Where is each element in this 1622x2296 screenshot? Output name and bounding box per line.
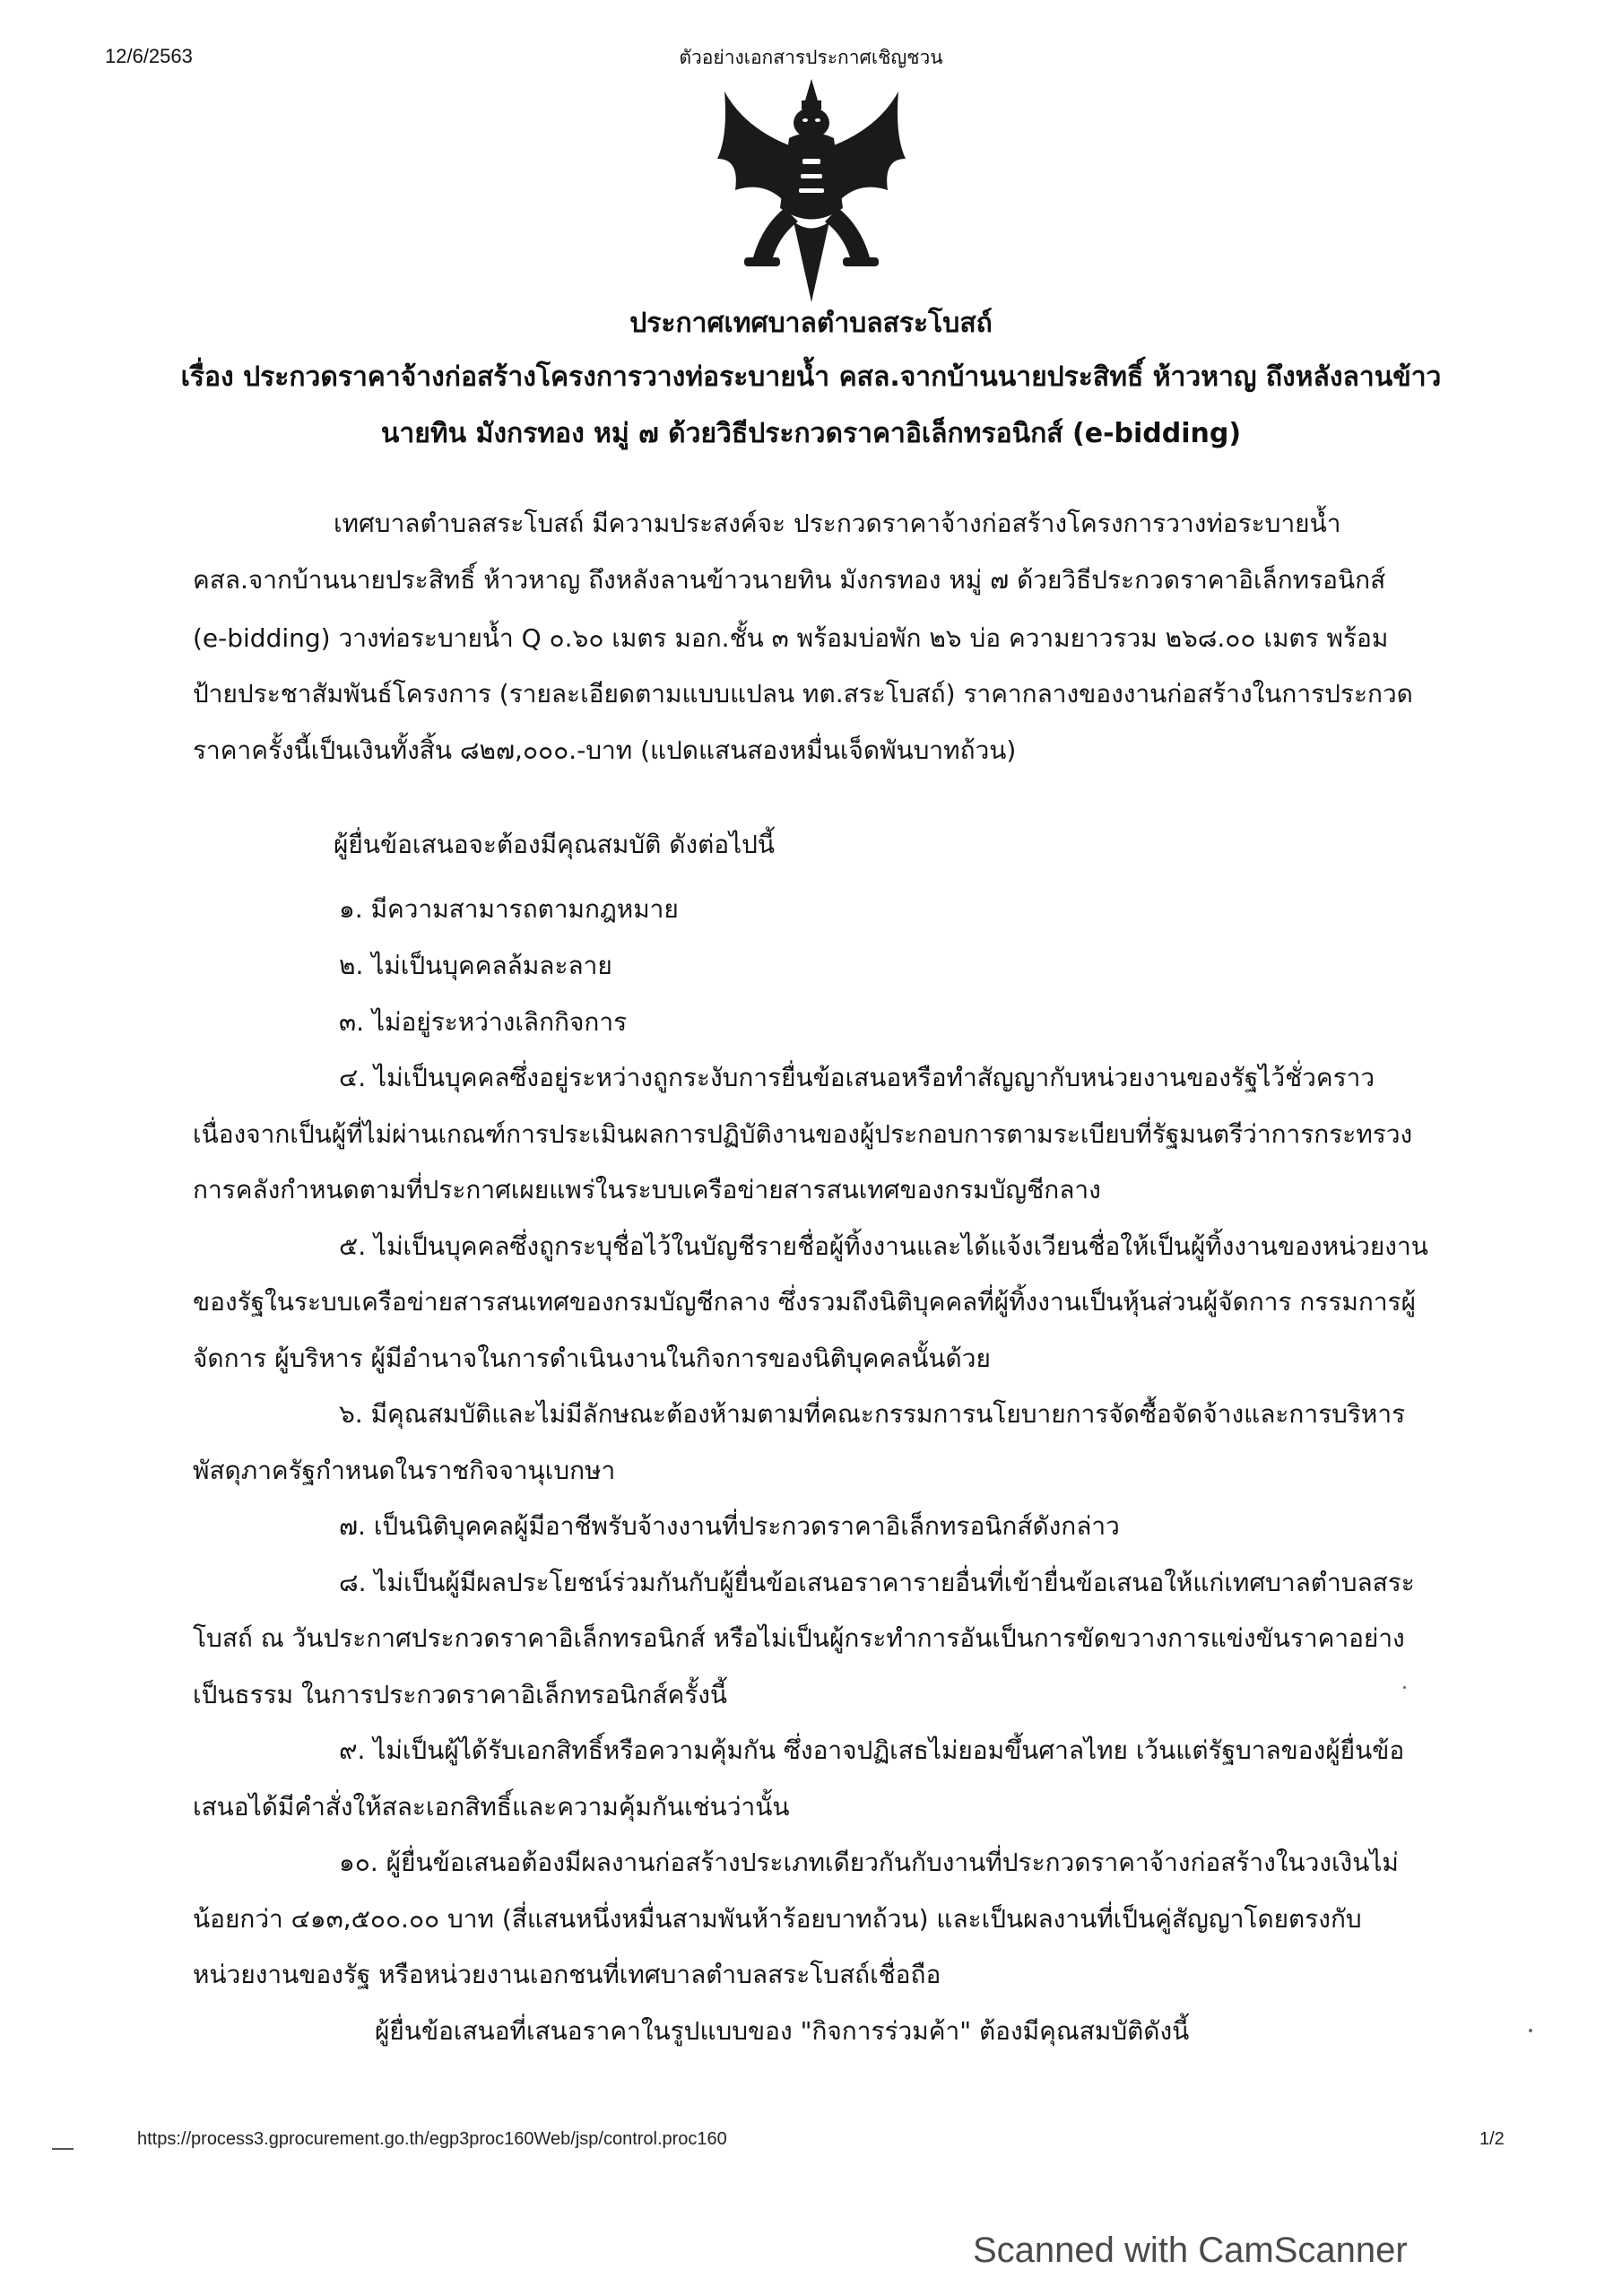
qualification-3: ๓. ไม่อยู่ระหว่างเลิกกิจการ <box>339 1007 628 1037</box>
qualification-4-line-2: เนื่องจากเป็นผู้ที่ไม่ผ่านเกณฑ์การประเมินผลการปฏิบัติงานของผู้ประกอบการตามระเบียบที่รัฐมนตรีว่าการกระทรวง <box>193 1119 1413 1149</box>
garuda-emblem-icon <box>708 74 915 307</box>
qualification-6-line-1: ๖. มีคุณสมบัติและไม่มีลักษณะต้องห้ามตามที่คณะกรรมการนโยบายการจัดซื้อจัดจ้างและการบริหาร <box>339 1399 1406 1429</box>
qualification-4-line-3: การคลังกำหนดตามที่ประกาศเผยแพร่ในระบบเครือข่ายสารสนเทศของกรมบัญชีกลาง <box>193 1175 1101 1205</box>
print-date: 12/6/2563 <box>105 45 193 67</box>
qualification-8-line-3: เป็นธรรม ในการประกวดราคาอิเล็กทรอนิกส์ครั้งนี้ <box>193 1680 728 1709</box>
qualification-7: ๗. เป็นนิติบุคคลผู้มีอาชีพรับจ้างงานที่ประกวดราคาอิเล็กทรอนิกส์ดังกล่าว <box>339 1511 1120 1541</box>
intro-line-2: คสล.จากบ้านนายประสิทธิ์ ห้าวหาญ ถึงหลังลานข้าวนายทิน มังกรทอง หมู่ ๗ ด้วยวิธีประกวดราคาอิเล็กทรอนิกส์ <box>193 565 1386 595</box>
qualification-9-line-1: ๙. ไม่เป็นผู้ได้รับเอกสิทธิ์หรือความคุ้มกัน ซึ่งอาจปฏิเสธไม่ยอมขึ้นศาลไทย เว้นแต่รัฐบาลของผู้ยื่นข้อ <box>339 1735 1405 1765</box>
scan-speck <box>1403 1686 1406 1689</box>
qualification-10-line-2: น้อยกว่า ๔๑๓,๕๐๐.๐๐ บาท (สี่แสนหนึ่งหมื่นสามพันห้าร้อยบาทถ้วน) และเป็นผลงานที่เป็นคู่สัญญาโดยตรงกับ <box>193 1904 1362 1934</box>
page-number: 1/2 <box>1479 2129 1505 2149</box>
scan-mark <box>52 2148 74 2150</box>
qualification-6-line-2: พัสดุภาครัฐกำหนดในราชกิจจานุเบกษา <box>193 1456 616 1485</box>
qualifications-heading: ผู้ยื่นข้อเสนอจะต้องมีคุณสมบัติ ดังต่อไปนี้ <box>334 830 776 859</box>
subject-line-2: นายทิน มังกรทอง หมู่ ๗ ด้วยวิธีประกวดราคาอิเล็กทรอนิกส์ (e-bidding) <box>380 418 1242 449</box>
qualification-8-line-2: โบสถ์ ณ วันประกาศประกวดราคาอิเล็กทรอนิกส์ หรือไม่เป็นผู้กระทำการอันเป็นการขัดขวางการแข่งขันราคาอย่าง <box>193 1623 1405 1653</box>
source-url: https://process3.gprocurement.go.th/egp3proc160Web/jsp/control.proc160 <box>137 2129 727 2149</box>
document-type-label: ตัวอย่างเอกสารประกาศเชิญชวน <box>679 47 943 68</box>
subject-line-1: เรื่อง ประกวดราคาจ้างก่อสร้างโครงการวางท่อระบายน้ำ คสล.จากบ้านนายประสิทธิ์ ห้าวหาญ ถึงหลังลานข้าว <box>180 361 1442 393</box>
qualification-2: ๒. ไม่เป็นบุคคลล้มละลาย <box>339 951 612 980</box>
joint-venture-heading: ผู้ยื่นข้อเสนอที่เสนอราคาในรูปแบบของ "กิจการร่วมค้า" ต้องมีคุณสมบัติดังนี้ <box>375 2016 1190 2046</box>
intro-line-3: (e-bidding) วางท่อระบายน้ำ Q ๐.๖๐ เมตร มอก.ชั้น ๓ พร้อมบ่อพัก ๒๖ บ่อ ความยาวรวม ๒๖๘.๐๐ เมตร พร้อม <box>193 623 1389 653</box>
qualification-5-line-2: ของรัฐในระบบเครือข่ายสารสนเทศของกรมบัญชีกลาง ซึ่งรวมถึงนิติบุคคลที่ผู้ทิ้งงานเป็นหุ้นส่วนผู้จัดการ กรรมการผู้ <box>193 1287 1417 1317</box>
qualification-10-line-3: หน่วยงานของรัฐ หรือหน่วยงานเอกชนที่เทศบาลตำบลสระโบสถ์เชื่อถือ <box>193 1960 941 1989</box>
qualification-5-line-3: จัดการ ผู้บริหาร ผู้มีอำนาจในการดำเนินงานในกิจการของนิติบุคคลนั้นด้วย <box>193 1344 991 1373</box>
qualification-8-line-1: ๘. ไม่เป็นผู้มีผลประโยชน์ร่วมกันกับผู้ยื่นข้อเสนอราคารายอื่นที่เข้ายื่นข้อเสนอให้แก่เทศบาลตำบลสระ <box>339 1568 1415 1597</box>
qualification-1: ๑. มีความสามารถตามกฎหมาย <box>339 894 679 924</box>
camscanner-watermark: Scanned with CamScanner <box>973 2231 1408 2270</box>
qualification-4-line-1: ๔. ไม่เป็นบุคคลซึ่งอยู่ระหว่างถูกระงับการยื่นข้อเสนอหรือทำสัญญากับหน่วยงานของรัฐไว้ชั่วคราว <box>339 1063 1375 1092</box>
intro-line-5: ราคาครั้งนี้เป็นเงินทั้งสิ้น ๘๒๗,๐๐๐.-บาท (แปดแสนสองหมื่นเจ็ดพันบาทถ้วน) <box>193 735 1017 765</box>
qualification-5-line-1: ๕. ไม่เป็นบุคคลซึ่งถูกระบุชื่อไว้ในบัญชีรายชื่อผู้ทิ้งงานและได้แจ้งเวียนชื่อให้เป็นผู้ทิ้งงานของหน่วยงาน <box>339 1231 1428 1261</box>
qualification-10-line-1: ๑๐. ผู้ยื่นข้อเสนอต้องมีผลงานก่อสร้างประเภทเดียวกันกับงานที่ประกวดราคาจ้างก่อสร้างในวงเงินไม่ <box>339 1848 1399 1877</box>
qualification-9-line-2: เสนอได้มีคำสั่งให้สละเอกสิทธิ์และความคุ้มกันเช่นว่านั้น <box>193 1792 790 1822</box>
scan-speck <box>1529 2029 1532 2032</box>
intro-line-1: เทศบาลตำบลสระโบสถ์ มีความประสงค์จะ ประกวดราคาจ้างก่อสร้างโครงการวางท่อระบายน้ำ <box>334 509 1341 538</box>
announcement-title: ประกาศเทศบาลตำบลสระโบสถ์ <box>629 308 993 339</box>
intro-line-4: ป้ายประชาสัมพันธ์โครงการ (รายละเอียดตามแบบแปลน ทต.สระโบสถ์) ราคากลางของงานก่อสร้างในการประกวด <box>193 679 1413 709</box>
